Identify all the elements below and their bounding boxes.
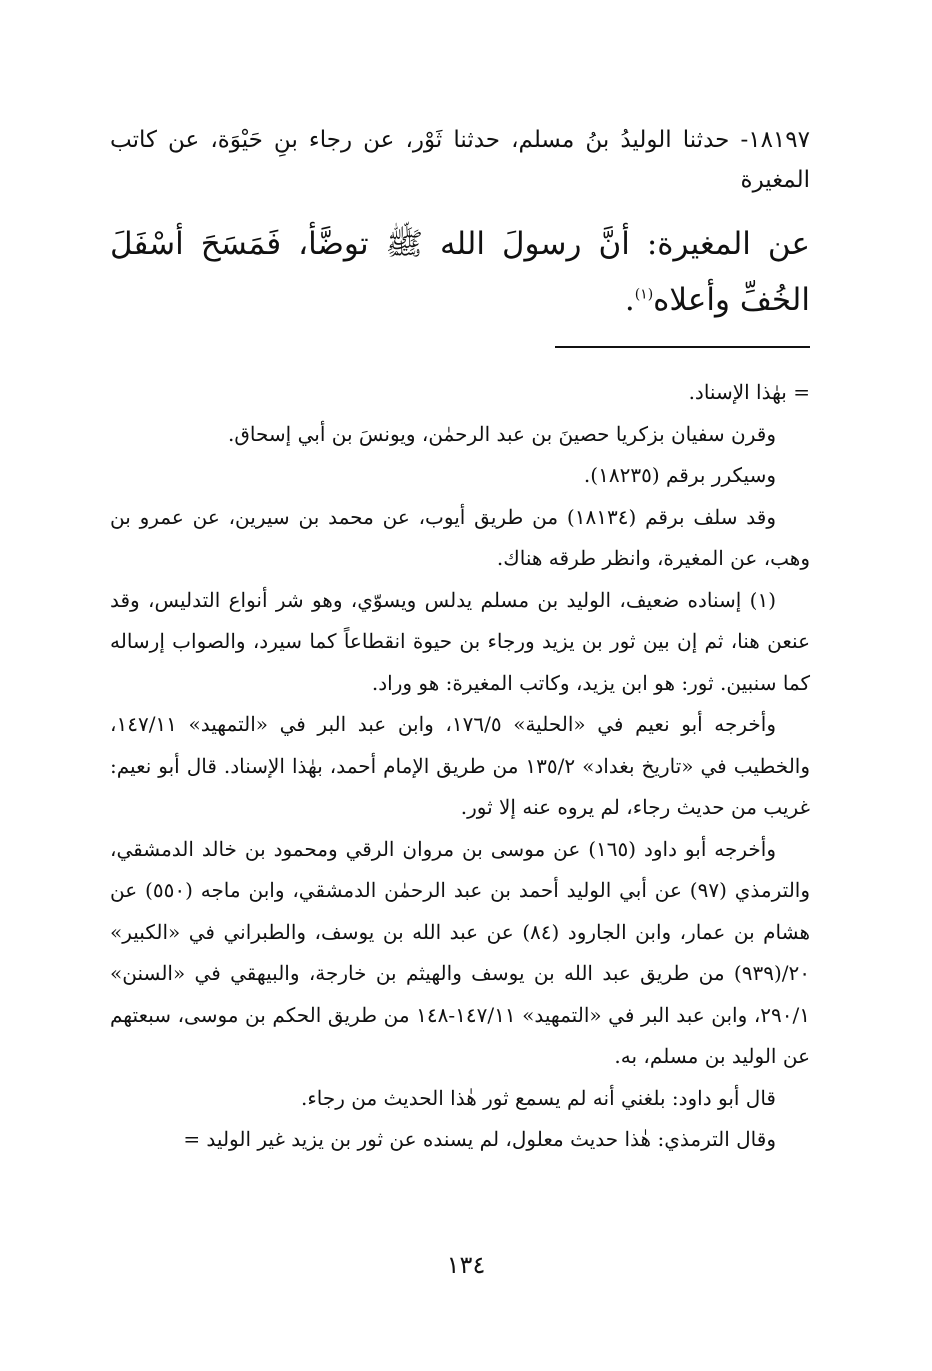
footnote-paragraph: وقرن سفيان بزكريا حصينَ بن عبد الرحمٰن، ويونسَ بن أبي إسحاق. [228,421,776,446]
hadith-matn-text: عن المغيرة: أنَّ رسولَ الله ﷺ توضَّأ، فَمَسَحَ أسْفَلَ الخُفِّ وأعلاه [110,226,810,318]
hadith-matn [110,216,810,328]
footnote-paragraph: وسيكرر برقم (١٨٢٣٥). [583,463,776,487]
page-number: ١٣٤ [446,1251,486,1279]
hadith-matn-end: . [624,282,635,318]
footnote-paragraph: قال أبو داود: بلغني أنه لم يسمع ثور هٰذا الحديث من رجاء. [301,1085,776,1110]
footnote-divider [555,346,810,348]
footnotes [110,372,810,1161]
footnote-paragraph: وقال الترمذي: هٰذا حديث معلول، لم يسنده عن ثور بن يزيد غير الوليد = [183,1127,776,1151]
footnote-paragraph: (١) إسناده ضعيف، الوليد بن مسلم يدلس ويسوّي، وهو شر أنواع التدليس، وقد عنعن هنا، ثم إن بين ثور بن يزيد ورجاء بن حيوة انقطاعاً كما سيرد، والصواب إرساله كما سنبين. ثور: هو ابن يزيد، وكاتب المغيرة: هو وراد. [110,587,810,695]
footnote-paragraph: وأخرجه أبو نعيم في «الحلية» ١٧٦/٥، وابن عبد البر في «التمهيد» ١٤٧/١١، والخطيب في «تاريخ بغداد» ١٣٥/٢ من طريق الإمام أحمد، بهٰذا الإسناد. قال أبو نعيم: غريب من حديث رجاء، لم يروه عنه إلا ثور. [110,712,810,819]
footnote-paragraph: وأخرجه أبو داود (١٦٥) عن موسى بن مروان الرقي ومحمود بن خالد الدمشقي، والترمذي (٩٧) عن أبي الوليد أحمد بن عبد الرحمٰن الدمشقي، وابن ماجه (٥٥٠) عن هشام بن عمار، وابن الجارود (٨٤) عن عبد الله بن يوسف، والطبراني في «الكبير» ٢٠/(٩٣٩) من طريق عبد الله بن يوسف والهيثم بن خارجة، والبيهقي في «السنن» ٢٩٠/١، وابن عبد البر في «التمهيد» ١٤٧/١١-١٤٨ من طريق الحكم بن موسى، سبعتهم عن الوليد بن مسلم، به. [110,836,811,1068]
footnote-paragraph: = بهٰذا الإسناد. [688,380,810,404]
footnote-marker: (١) [634,286,654,303]
footnote-paragraph: وقد سلف برقم (١٨١٣٤) من طريق أيوب، عن محمد بن سيرين، عن عمرو بن وهب، عن المغيرة، وانظر طرقه هناك. [110,504,810,570]
hadith-isnad: ١٨١٩٧- حدثنا الوليدُ بنُ مسلم، حدثنا ثَوْر، عن رجاء بنِ حَيْوَة، عن كاتب المغيرة [110,127,810,193]
